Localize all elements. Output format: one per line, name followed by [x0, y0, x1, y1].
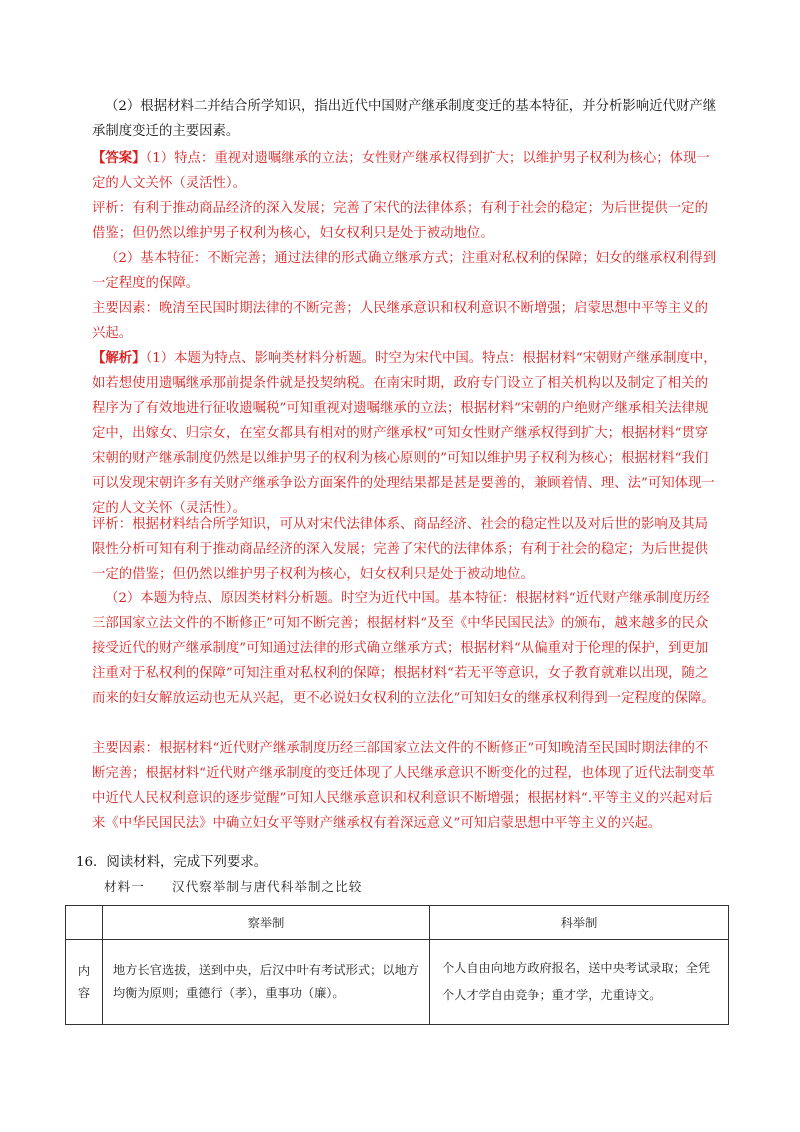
- question-2: （2）根据材料二并结合所学知识，指出近代中国财产继承制度变迁的基本特征，并分析影响近代财产继承制度变迁的主要因素。: [92, 99, 717, 139]
- analysis-1-text: （1）本题为特点、影响类材料分析题。时空为宋代中国。特点：根据材料“宋朝财产继承制度中，如若想使用遗嘱继承那前提条件就是投契纳税。在南宋时期，政府专门设立了相关机构以及制定了相关的程序为了有效地进行征收遗嘱税”可知重视对遗嘱继承的立法；根据材料“宋朝的户绝财产继承相关法律规定中，出嫁女、归宗女，在室女都具有相对的财产继承权”可知女性财产继承权得到扩大；根据材料“贯穿宋朝的财产继承制度仍然是以维护男子的权利为核心原则的”可知以维护男子权利为核心；根据材料“我们可以发现宋朝许多有关财产继承争讼方面案件的处理结果都是甚是要善的，兼顾着情、理、法”可知体现一定的人文关怀（灵活性）。: [92, 351, 717, 516]
- analysis-part-2: （2）本题为特点、原因类材料分析题。时空为近代中国。基本特征：根据材料“近代财产继承制度历经三部国家立法文件的不断修正”可知不断完善；根据材料“及至《中华民国民法》的颁布，越来越多的民众接受近代的财产继承制度”可知通过法律的形式确立继承方式；根据材料“从偏重对于伦理的保护，到更加注重对于私权利的保障”可知注重对私权利的保障；根据材料“若无平等意识，女子教育就难以出现，随之而来的妇女解放运动也无从兴起，更不必说妇女权利的立法化”可知妇女的继承权利得到一定程度的保障。: [92, 591, 715, 706]
- cell-chaju-content: 地方长官选拔，送到中央，后汉中叶有考试形式；以地方均衡为原则；重德行（孝），重事功（廉）。: [103, 940, 430, 1025]
- material-title: 材料一 汉代察举制与唐代科举制之比较: [104, 879, 363, 894]
- analysis-evaluation: 评析：根据材料结合所学知识，可从对宋代法律体系、商品经济、社会的稳定性以及对后世的影响及其局限性分析可知有利于推动商品经济的深入发展；完善了宋代的法律体系；有利于社会的稳定；为后世提供一定的借鉴；但仍然以维护男子权利为核心，妇女权利只是处于被动地位。: [92, 517, 708, 582]
- cell-keju-content: 个人自由向地方政府报名，送中央考试录取；全凭个人才学自由竞争；重才学，尤重诗文。: [430, 940, 729, 1025]
- answer-part-2: （2）基本特征：不断完善；通过法律的形式确立继承方式；注重对私权利的保障；妇女的继承权利得到一定程度的保障。: [92, 251, 717, 291]
- table-corner-cell: [66, 906, 103, 940]
- answer-part-1: [92, 146, 720, 196]
- column-header-chaju: 察举制: [103, 906, 430, 940]
- analysis-factors: 主要因素：根据材料“近代财产继承制度历经三部国家立法文件的不断修正”可知晚清至民国时期法律的不断完善；根据材料“近代财产继承制度的变迁体现了人民继承意识不断变化的过程，也体现了近代法制变革中近代人民权利意识的逐步觉醒”可知人民继承意识和权利意识不断增强；根据材料“.平等主义的兴起对后来《中华民国民法》中确立妇女平等财产继承权有着深远意义”可知启蒙思想中平等主义的兴起。: [92, 741, 715, 831]
- answer-label: 【答案】: [92, 150, 146, 166]
- column-header-keju: 科举制: [430, 906, 729, 940]
- answer-evaluation: 评析：有利于推动商品经济的深入发展；完善了宋代的法律体系；有利于社会的稳定；为后世提供一定的借鉴；但仍然以维护男子权利为核心，妇女权利只是处于被动地位。: [92, 201, 708, 241]
- comparison-table: [65, 905, 729, 1025]
- question-16: 16．阅读材料，完成下列要求。: [76, 855, 268, 870]
- answer-1-text: （1）特点：重视对遗嘱继承的立法；女性财产继承权得到扩大；以维护男子权利为核心；体现一定的人文关怀（灵活性）。: [92, 151, 710, 191]
- analysis-label: 【解析】: [92, 350, 146, 366]
- answer-factors: 主要因素：晚清至民国时期法律的不断完善；人民继承意识和权利意识不断增强；启蒙思想中平等主义的兴起。: [92, 301, 708, 341]
- table-header-row: [66, 906, 729, 940]
- row-header-content: 内容: [66, 940, 103, 1025]
- table-row: [66, 940, 729, 1025]
- analysis-part-1: [92, 346, 720, 521]
